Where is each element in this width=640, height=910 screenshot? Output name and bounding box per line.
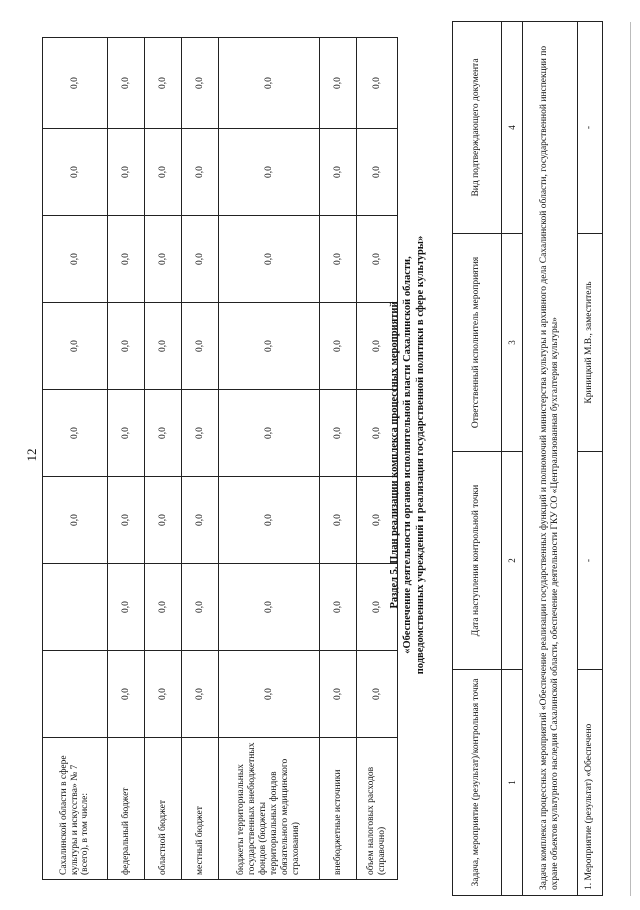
- cell-value: 0,0: [182, 390, 219, 477]
- row-label: бюджеты территориальных государственных внебюджетных фондов (бюджеты территориальных фондов обязательного медицинского страхования): [219, 738, 320, 880]
- cell-value: 0,0: [357, 651, 398, 738]
- cell-value: 0,0: [43, 303, 108, 390]
- cell-value: 0,0: [182, 216, 219, 303]
- cell-value: 0,0: [357, 477, 398, 564]
- item-name: 1. Мероприятие (результат) «Обеспечено: [578, 670, 603, 896]
- cell-value: 0,0: [357, 38, 398, 129]
- finance-row-federal: [108, 38, 145, 880]
- header-cell: Задача, мероприятие (результат)/контрольная точка: [453, 670, 502, 896]
- row-label: Сахалинской области в сфере культуры и искусства» № 7 (всего), в том числе:: [43, 738, 108, 880]
- cell-value: [43, 651, 108, 738]
- cell-value: 0,0: [219, 38, 320, 129]
- cell-value: 0,0: [320, 477, 357, 564]
- cell-value: 0,0: [145, 651, 182, 738]
- cell-value: 0,0: [219, 651, 320, 738]
- plan-header-row: [453, 22, 502, 896]
- cell-value: 0,0: [145, 38, 182, 129]
- plan-task-row: [523, 22, 578, 896]
- header-cell: Ответственный исполнитель мероприятия: [453, 234, 502, 452]
- row-label: федеральный бюджет: [108, 738, 145, 880]
- cell-value: 0,0: [43, 477, 108, 564]
- cell-value: 0,0: [108, 38, 145, 129]
- cell-value: 0,0: [182, 38, 219, 129]
- cell-value: 0,0: [357, 390, 398, 477]
- section-title: [388, 90, 427, 820]
- column-number: 4: [502, 22, 523, 234]
- cell-value: 0,0: [145, 216, 182, 303]
- column-number: 3: [502, 234, 523, 452]
- finance-row-extrabudgetary: [320, 38, 357, 880]
- plan-table: [452, 21, 603, 896]
- cell-value: 0,0: [43, 390, 108, 477]
- cell-value: 0,0: [43, 129, 108, 216]
- row-label: местный бюджет: [182, 738, 219, 880]
- finance-row-territorial-funds: [219, 38, 320, 880]
- item-document: -: [578, 22, 603, 234]
- section-title-line: Раздел 5. План реализации комплекса процессных мероприятий: [389, 301, 400, 609]
- section-title-line: подведомственных учреждений и реализация государственной политики в сфере культуры»: [415, 235, 427, 675]
- finance-row-regional: [145, 38, 182, 880]
- finance-row-local: [182, 38, 219, 880]
- item-date: -: [578, 452, 603, 670]
- cell-value: 0,0: [145, 390, 182, 477]
- cell-value: 0,0: [219, 564, 320, 651]
- header-cell: Дата наступления контрольной точки: [453, 452, 502, 670]
- cell-value: 0,0: [182, 303, 219, 390]
- finance-table: [42, 37, 398, 880]
- row-label: объем налоговых расходов (справочно): [357, 738, 398, 880]
- cell-value: 0,0: [320, 216, 357, 303]
- plan-item-row: [578, 22, 603, 896]
- cell-value: 0,0: [320, 390, 357, 477]
- section-title-line: «Обеспечение деятельности органов исполнительной власти Сахалинской области,: [402, 256, 414, 654]
- cell-value: 0,0: [357, 216, 398, 303]
- cell-value: 0,0: [357, 303, 398, 390]
- column-number: 2: [502, 452, 523, 670]
- cell-value: 0,0: [320, 129, 357, 216]
- cell-value: 0,0: [182, 129, 219, 216]
- cell-value: 0,0: [108, 651, 145, 738]
- cell-value: 0,0: [357, 129, 398, 216]
- item-responsible: Криницкий М.В., заместитель: [578, 234, 603, 452]
- page-bottom-rule: [630, 22, 631, 896]
- cell-value: 0,0: [357, 564, 398, 651]
- cell-value: 0,0: [182, 477, 219, 564]
- cell-value: 0,0: [145, 477, 182, 564]
- plan-number-row: [502, 22, 523, 896]
- cell-value: 0,0: [145, 129, 182, 216]
- cell-value: 0,0: [219, 303, 320, 390]
- finance-row-total: [43, 38, 108, 880]
- cell-value: 0,0: [108, 564, 145, 651]
- cell-value: 0,0: [219, 129, 320, 216]
- cell-value: 0,0: [108, 216, 145, 303]
- cell-value: 0,0: [108, 390, 145, 477]
- cell-value: 0,0: [108, 477, 145, 564]
- cell-value: 0,0: [145, 564, 182, 651]
- cell-value: 0,0: [43, 216, 108, 303]
- cell-value: [43, 564, 108, 651]
- cell-value: 0,0: [108, 303, 145, 390]
- cell-value: 0,0: [219, 390, 320, 477]
- cell-value: 0,0: [219, 216, 320, 303]
- column-number: 1: [502, 670, 523, 896]
- cell-value: 0,0: [320, 303, 357, 390]
- cell-value: 0,0: [182, 651, 219, 738]
- cell-value: 0,0: [182, 564, 219, 651]
- page-number: 12: [24, 448, 39, 462]
- task-description: Задача комплекса процессных мероприятий «Обеспечение реализации государственных функций и полномочий министерства культуры и архивного дела Сахалинской области, государственной инспекции по охране объектов культурного наследия Сахалинской области, обеспечение деятельности ГКУ СО «Централизованная бухгалтерия культуры»: [523, 22, 578, 896]
- cell-value: 0,0: [43, 38, 108, 129]
- cell-value: 0,0: [320, 651, 357, 738]
- cell-value: 0,0: [320, 38, 357, 129]
- cell-value: 0,0: [219, 477, 320, 564]
- row-label: внебюджетные источники: [320, 738, 357, 880]
- cell-value: 0,0: [320, 564, 357, 651]
- header-cell: Вид подтверждающего документа: [453, 22, 502, 234]
- cell-value: 0,0: [145, 303, 182, 390]
- row-label: областной бюджет: [145, 738, 182, 880]
- cell-value: 0,0: [108, 129, 145, 216]
